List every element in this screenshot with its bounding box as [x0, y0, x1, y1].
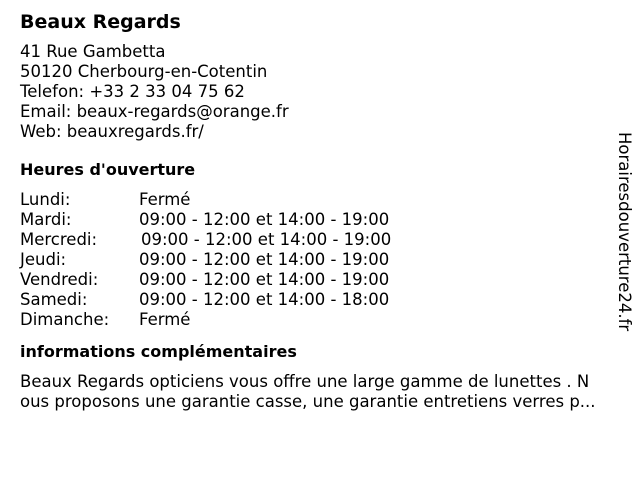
day-hours: 09:00 - 12:00 et 14:00 - 19:00 [139, 270, 390, 289]
web-line: Web: beauxregards.fr/ [20, 122, 204, 141]
business-card [20, 10, 625, 412]
day-label: Dimanche: [20, 310, 110, 329]
day-hours: 09:00 - 12:00 et 14:00 - 18:00 [139, 290, 390, 309]
address-line-2: 50120 Cherbourg-en-Cotentin [20, 62, 268, 81]
info-heading: informations complémentaires [20, 342, 297, 361]
day-hours: 09:00 - 12:00 et 14:00 - 19:00 [139, 250, 390, 269]
hours-row-dimanche [20, 310, 625, 330]
hours-row-mardi [20, 210, 625, 230]
day-hours: Fermé [139, 310, 191, 329]
day-label: Mardi: [20, 210, 72, 229]
info-line-1: Beaux Regards opticiens vous offre une large gamme de lunettes . N [20, 372, 590, 391]
phone-line: Telefon: +33 2 33 04 75 62 [20, 82, 245, 101]
hours-table [20, 190, 625, 330]
day-hours: Fermé [139, 190, 191, 209]
email-line: Email: beaux-regards@orange.fr [20, 102, 289, 121]
day-hours: 09:00 - 12:00 et 14:00 - 19:00 [141, 230, 392, 249]
day-label: Vendredi: [20, 270, 99, 289]
day-label: Lundi: [20, 190, 71, 209]
hours-row-jeudi [20, 250, 625, 270]
day-label: Jeudi: [20, 250, 67, 269]
hours-row-vendredi [20, 270, 625, 290]
info-line-2: ous proposons une garantie casse, une garantie entretiens verres p... [20, 392, 596, 411]
business-name: Beaux Regards [20, 11, 181, 33]
day-hours: 09:00 - 12:00 et 14:00 - 19:00 [139, 210, 390, 229]
hours-row-samedi [20, 290, 625, 310]
day-label: Mercredi: [20, 230, 98, 249]
address-line-1: 41 Rue Gambetta [20, 42, 166, 61]
site-watermark: Horairesdouverture24.fr [615, 132, 634, 332]
hours-row-lundi [20, 190, 625, 210]
info-description [20, 372, 625, 412]
day-label: Samedi: [20, 290, 88, 309]
hours-heading: Heures d'ouverture [20, 160, 196, 179]
hours-row-mercredi [20, 230, 625, 250]
